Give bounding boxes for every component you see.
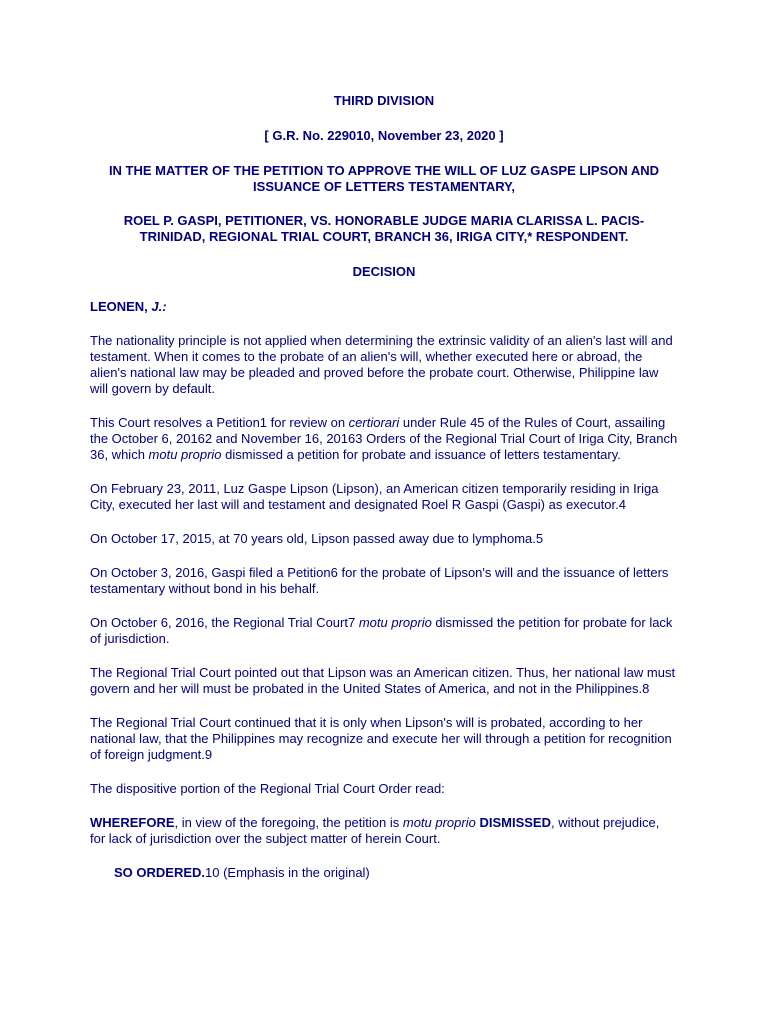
- case-number: [ G.R. No. 229010, November 23, 2020 ]: [264, 128, 504, 143]
- ponente-name: LEONEN,: [90, 299, 152, 314]
- paragraph-2-text-a: This Court resolves a Petition1 for review on: [90, 415, 349, 430]
- paragraph-5: On October 3, 2016, Gaspi filed a Petition6 for the probate of Lipson's will and the issuance of letters testamentary without bond in his behalf.: [90, 565, 669, 596]
- paragraph-1: The nationality principle is not applied when determining the extrinsic validity of an alien's last will and testament. When it comes to the probate of an alien's will, whether executed here or abroad, the alien's national law may be pleaded and proved before the probate court. Otherwise, Philippine law will govern by default.: [90, 333, 673, 396]
- so-ordered-line: [90, 865, 678, 881]
- ponente: [90, 299, 678, 315]
- paragraph-3: On February 23, 2011, Luz Gaspe Lipson (Lipson), an American citizen temporarily residing in Iriga City, executed her last will and testament and designated Roel R Gaspi (Gaspi) as executor.4: [90, 481, 659, 512]
- division-heading: THIRD DIVISION: [333, 93, 435, 108]
- paragraph-6-text-a: On October 6, 2016, the Regional Trial Court7: [90, 615, 359, 630]
- paragraph-2: [90, 415, 678, 463]
- paragraph-2-italic-motu-proprio: motu proprio: [148, 447, 222, 462]
- paragraph-8: The Regional Trial Court continued that it is only when Lipson's will is probated, according to her national law, that the Philippines may recognize and execute her will through a petition for recognition of foreign judgment.9: [90, 715, 672, 762]
- dispositive-text-b: , in view of the foregoing, the petition is: [174, 815, 403, 830]
- paragraph-2-italic-certiorari: certiorari: [348, 415, 400, 430]
- case-parties: [90, 213, 678, 245]
- case-parties-line-1: ROEL P. GASPI, PETITIONER, VS. HONORABLE JUDGE MARIA CLARISSA L. PACIS-: [123, 213, 645, 228]
- decision-heading: DECISION: [352, 264, 416, 279]
- paragraph-9: The dispositive portion of the Regional Trial Court Order read:: [90, 781, 445, 796]
- case-parties-line-2: TRINIDAD, REGIONAL TRIAL COURT, BRANCH 36, IRIGA CITY,* RESPONDENT.: [139, 229, 629, 244]
- dispositive-wherefore: WHEREFORE: [90, 815, 175, 830]
- paragraph-4: On October 17, 2015, at 70 years old, Lipson passed away due to lymphoma.5: [90, 531, 544, 546]
- dispositive-italic-motu-proprio: motu proprio: [402, 815, 476, 830]
- paragraph-6-italic-motu-proprio: motu proprio: [358, 615, 432, 630]
- dispositive-text-f: , without prejudice, for lack of jurisdiction over the subject matter of herein Court.: [90, 815, 660, 846]
- dispositive-quote: [90, 815, 678, 847]
- dispositive-dismissed: DISMISSED: [479, 815, 551, 830]
- case-title: [90, 163, 678, 195]
- so-ordered: SO ORDERED.: [114, 865, 206, 880]
- case-title-line-1: IN THE MATTER OF THE PETITION TO APPROVE THE WILL OF LUZ GASPE LIPSON AND: [108, 163, 660, 178]
- paragraph-2-text-e: dismissed a petition for probate and issuance of letters testamentary.: [221, 447, 621, 462]
- paragraph-6: [90, 615, 678, 647]
- paragraph-6-text-c: dismissed the petition for probate for lack of jurisdiction.: [90, 615, 673, 646]
- ponente-title: J.:: [151, 299, 167, 314]
- paragraph-2-text-c: under Rule 45 of the Rules of Court, assailing the October 6, 20162 and November 16, 20163 Orders of the Regional Trial Court of Iriga City, Branch 36, which: [90, 415, 678, 462]
- case-title-line-2: ISSUANCE OF LETTERS TESTAMENTARY,: [253, 179, 515, 194]
- so-ordered-footnote: 10 (Emphasis in the original): [205, 865, 370, 880]
- paragraph-7: The Regional Trial Court pointed out that Lipson was an American citizen. Thus, her national law must govern and her will must be probated in the United States of America, and not in the Philippines.8: [90, 665, 676, 696]
